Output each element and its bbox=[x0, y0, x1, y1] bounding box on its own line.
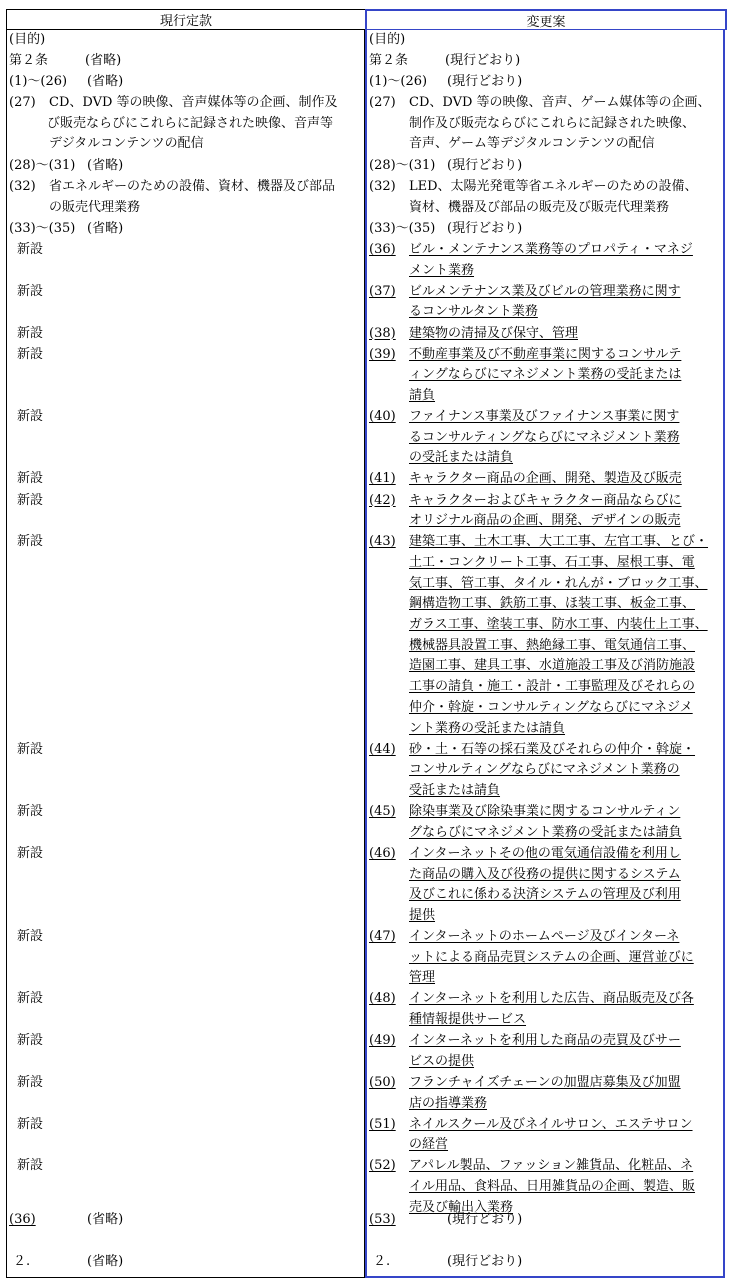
proposed-amendment-column: (目的) 第２条 (現行どおり) (1)～(26) (現行どおり) (27) CD、DVD 等の映像、音声、ゲーム媒体等の企画、 制作及び販売ならびにこれらに記録された映像、 音声、ゲーム等デジタルコンテンツの配信 (28)～(31) (現行どおり) (32) LED、太陽光発電等省エネルギーのための設備、 資材、機器及び部品の販売及び販売代理業務 (33)～(35) (現行どおり) (36) ビル・メンテナンス業務等のプロパティ・マネジ メント業務 (37) ビルメンテナンス業及びビルの管理業務に関す るコンサルタント業務 (38) 建築物の清掃及び保守、管理 (39) 不動産事業及び不動産事業に関するコンサルテ ィングならびにマネジメント業務の受託または 請負 (40) ファイナンス事業及びファイナンス事業に関す るコンサルティングならびにマネジメント業務 の受託または請負 (41) キャラクター商品の企画、開発、製造及び販売 (42) キャラクターおよびキャラクター商品ならびに オリジナル商品の企画、開発、デザインの販売 (43) 建築工事、土木工事、大工工事、左官工事、とび・ 土工・コンクリート工事、石工事、屋根工事、電 気工事、管工事、タイル・れんが・ブロック工事、 鋼構造物工事、鉄筋工事、ほ装工事、板金工事、 ガラス工事、塗装工事、防水工事、内装仕上工事、 機械器具設置工事、熱絶縁工事、電気通信工事、 造園工事、建具工事、水道施設工事及び消防施設 工事の請負・施工・設計・工事監理及びそれらの 仲介・斡旋・コンサルティングならびにマネジメ ント業務の受託または請負 (44) 砂・土・石等の採石業及びそれらの仲介・斡旋・ コンサルティングならびにマネジメント業務の 受託または請負 (45) 除染事業及び除染事業に関するコンサルティン グならびにマネジメント業務の受託または請負 (46) インターネットその他の電気通信設備を利用し た商品の購入及び役務の提供に関するシステム 及びこれに係わる決済システムの管理及び利用 提供 (47) インターネットのホームページ及びインターネ ットによる商品売買システムの企画、運営並びに 管理 (48) インターネットを利用した広告、商品販売及び各 種情報提供サービス (49) インターネットを利用した商品の売買及びサー ビスの提供 (50) フランチャイズチェーンの加盟店募集及び加盟 店の指導業務 (51) ネイルスクール及びネイルサロン、エステサロン の経営 (52) アパレル製品、ファッション雑貨品、化粧品、ネ イル用品、食料品、日用雑貨品の企画、製造、販 売及び輸出入業務 (53) (現行どおり) ２. (現行どおり) bbox=[365, 30, 725, 1278]
item-number: (48) bbox=[369, 991, 396, 1007]
item-text-line: 建築物の清掃及び保守、管理 bbox=[409, 325, 579, 341]
current-articles-heading: 現行定款 bbox=[6, 9, 365, 30]
item-text-line: 売及び輸出入業務 bbox=[409, 1199, 514, 1215]
item-number: (44) bbox=[369, 741, 396, 757]
item-text-line: 種情報提供サービス bbox=[409, 1012, 527, 1028]
item-number: (38) bbox=[369, 325, 396, 341]
item-text-line: 鋼構造物工事、鉄筋工事、ほ装工事、板金工事、 bbox=[409, 596, 696, 612]
item-number: (49) bbox=[369, 1033, 396, 1049]
item-text-line: るコンサルティングならびにマネジメント業務 bbox=[409, 429, 680, 445]
item-text-line: 建築工事、土木工事、大工工事、左官工事、とび・ bbox=[409, 534, 709, 550]
table-header bbox=[6, 9, 727, 30]
current-articles-column: (目的) 第２条 (省略) (1)～(26) (省略) (27) CD、DVD 等の映像、音声媒体等の企画、制作及 び販売ならびにこれらに記録された映像、音声等 デジタルコンテンツの配信 (28)～(31) (省略) (32) 省エネルギーのための設備、資材、機器及び部品 の販売代理業務 (33)～(35) (省略) 新設 新設 新設 新設 新設 新設 新設 新設 新設 新設 新設 新設 新設 新設 新設 新設 新設 (36) (省略) ２. (省略) bbox=[6, 30, 365, 1278]
article-label: 第２条 bbox=[369, 53, 409, 68]
item-text-line: の受託または請負 bbox=[409, 450, 514, 466]
item-number: (50) bbox=[369, 1074, 396, 1090]
item-text-line: 造園工事、建具工事、水道施設工事及び消防施設 bbox=[409, 658, 696, 674]
item-number: (46) bbox=[369, 845, 396, 861]
item-text-line: コンサルティングならびにマネジメント業務の bbox=[409, 762, 680, 778]
item-number: (52) bbox=[369, 1158, 396, 1174]
item-text-line: インターネットを利用した商品の売買及びサー bbox=[409, 1033, 681, 1049]
item-text-line: 受託または請負 bbox=[409, 783, 501, 798]
item-number: (51) bbox=[369, 1116, 396, 1132]
item-number: (36) bbox=[369, 242, 396, 257]
item-text-line: インターネットのホームページ及びインターネ bbox=[409, 928, 680, 944]
item-text-line: フランチャイズチェーンの加盟店募集及び加盟 bbox=[409, 1074, 681, 1090]
item-text-line: ィングならびにマネジメント業務の受託または bbox=[409, 367, 682, 383]
item-text-line: ットによる商品売買システムの企画、運営並びに bbox=[409, 949, 694, 965]
item-text-line: ビル・メンテナンス業務等のプロパティ・マネジ bbox=[409, 242, 693, 257]
item-text-line: 工事の請負・施工・設計・工事監理及びそれらの bbox=[409, 679, 696, 695]
item-text-line: 機械器具設置工事、熱絶縁工事、電気通信工事、 bbox=[409, 637, 696, 653]
item-text-line: 請負 bbox=[409, 387, 436, 403]
item-text-line: 土工・コンクリート工事、石工事、屋根工事、電 bbox=[409, 554, 695, 570]
item-text-line: ファイナンス事業及びファイナンス事業に関す bbox=[409, 409, 680, 424]
item-text-line: 除染事業及び除染事業に関するコンサルティン bbox=[409, 804, 681, 820]
item-number: (41) bbox=[369, 471, 396, 487]
item-text-line: オリジナル商品の企画、開発、デザインの販売 bbox=[409, 513, 681, 529]
item-text-line: 不動産事業及び不動産事業に関するコンサルテ bbox=[409, 346, 682, 362]
item-text-line: ビスの提供 bbox=[409, 1053, 475, 1069]
item-text-line: 店の指導業務 bbox=[409, 1095, 488, 1111]
item-text-line: 及びこれに係わる決済システムの管理及び利用 bbox=[409, 887, 681, 903]
item-text-line: 提供 bbox=[409, 907, 436, 923]
item-number: (47) bbox=[369, 928, 396, 944]
item-text-line: グならびにマネジメント業務の受託または請負 bbox=[409, 824, 682, 840]
item-text-line: 仲介・斡旋・コンサルティングならびにマネジメ bbox=[409, 699, 693, 715]
item-text-line: ビルメンテナンス業及びビルの管理業務に関す bbox=[409, 283, 681, 299]
item-text-line: インターネットを利用した広告、商品販売及び各 bbox=[409, 991, 694, 1007]
article-label: 第２条 bbox=[9, 53, 49, 68]
proposed-amendment-heading: 変更案 bbox=[365, 9, 727, 30]
item-text-line: インターネットその他の電気通信設備を利用し bbox=[409, 845, 681, 861]
item-text-line: メント業務 bbox=[409, 262, 475, 278]
item-text-line: るコンサルタント業務 bbox=[409, 304, 538, 320]
item-text-line: キャラクターおよびキャラクター商品ならびに bbox=[409, 492, 682, 508]
item-number: (42) bbox=[369, 492, 396, 508]
item-text-line: イル用品、食料品、日用雑貨品の企画、製造、販 bbox=[409, 1179, 696, 1195]
item-text-line: 砂・土・石等の採石業及びそれらの仲介・斡旋・ bbox=[409, 741, 696, 757]
item-number: (40) bbox=[369, 409, 396, 424]
item-text-line: の経営 bbox=[409, 1137, 449, 1153]
item-text-line: 管理 bbox=[409, 970, 436, 986]
item-text-line: アパレル製品、ファッション雑貨品、化粧品、ネ bbox=[409, 1158, 694, 1174]
item-text-line: ガラス工事、塗装工事、防水工事、内装仕上工事、 bbox=[409, 617, 708, 633]
item-number: (39) bbox=[369, 346, 396, 362]
item-text-line: た商品の購入及び役務の提供に関するシステム bbox=[409, 866, 681, 882]
amendment-table bbox=[6, 9, 727, 1278]
article-note: (現行どおり) bbox=[445, 53, 521, 68]
item-text-line: キャラクター商品の企画、開発、製造及び販売 bbox=[409, 471, 682, 487]
item-text-line: 気工事、管工事、タイル・れんが・ブロック工事、 bbox=[409, 575, 708, 591]
item-text-line: ネイルスクール及びネイルサロン、エステサロン bbox=[409, 1116, 693, 1132]
item-number: (37) bbox=[369, 283, 396, 299]
item-number: (45) bbox=[369, 804, 396, 820]
item-number: (43) bbox=[369, 534, 396, 550]
item-text-line: ント業務の受託または請負 bbox=[409, 720, 566, 736]
article-note: (省略) bbox=[85, 53, 122, 68]
